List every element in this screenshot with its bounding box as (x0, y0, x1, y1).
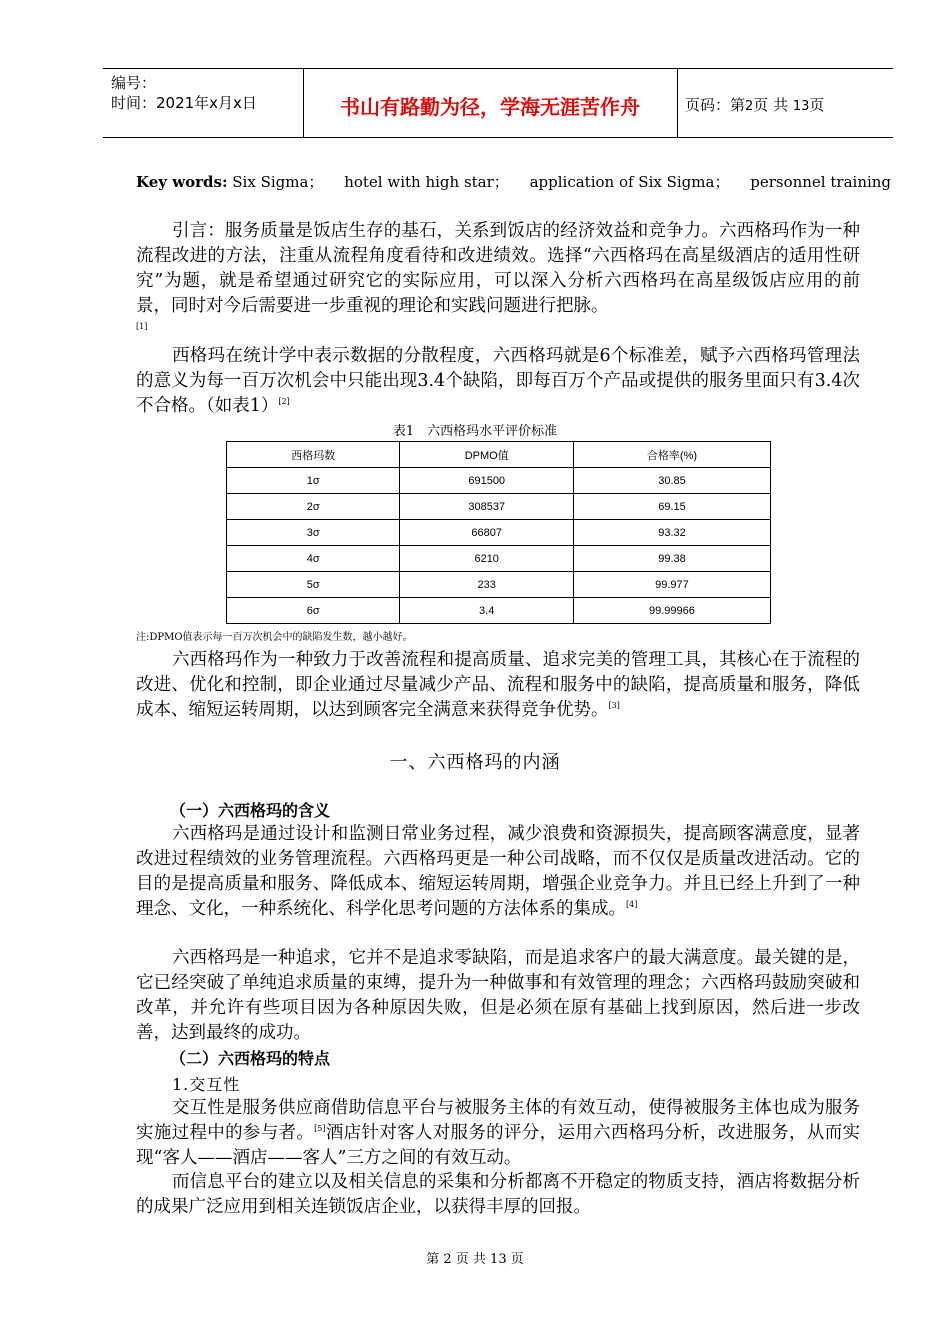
paragraph-text: 六西格玛作为一种致力于改善流程和提高质量、追求完美的管理工具，其核心在于流程的改进、优化和控制，即企业通过尽量减少产品、流程和服务中的缺陷，提高质量和服务，降低成本、缩短运转周期，以达到顾客完全满意来获得竞争优势。 (136, 650, 860, 720)
citation: [5] (314, 1124, 326, 1134)
subsection-heading: （一）六西格玛的含义 (170, 801, 331, 820)
table-cell: 69.15 (573, 494, 770, 520)
item-heading: 1.交互性 (172, 1075, 241, 1094)
paragraph-text: 六西格玛是通过设计和监测日常业务过程，减少浪费和资源损失，提高顾客满意度，显著改进过程绩效的业务管理流程。六西格玛更是一种公司战略，而不仅仅是质量改进活动。它的目的是提高质量和服务、降低成本、缩短运转周期，增强企业竞争力。并且已经上升到了一种理念、文化，一种系统化、科学化思考问题的方法体系的集成。 (136, 824, 860, 919)
table-cell: 66807 (400, 520, 573, 546)
subsection-heading: （二）六西格玛的特点 (170, 1049, 331, 1068)
number-label: 编号： (111, 74, 157, 92)
table-row (227, 598, 771, 624)
time-label: 时间：2021年x月x日 (111, 94, 257, 112)
table-caption: 表1 六西格玛水平评价标准 (392, 424, 558, 439)
table-row (227, 468, 771, 494)
header-motto: 书山有路勤为径，学海无涯苦作舟 (340, 95, 640, 119)
citation: [4] (626, 900, 638, 910)
keywords-label: Key words: (136, 173, 228, 191)
table-cell: 3.4 (400, 598, 573, 624)
table-row (227, 546, 771, 572)
page-end: 页 (809, 96, 825, 114)
paragraph-text: 引言：服务质量是饭店生存的基石，关系到饭店的经济效益和竞争力。六西格玛作为一种流程改进的方法，注重从流程角度看待和改进绩效。选择“六西格玛在高星级酒店的适用性研究”为题，就是希望通过研究它的实际应用，可以深入分析六西格玛在高星级饭店应用的前景，同时对今后需要进一步重视的理论和实践问题进行把脉。 (136, 221, 860, 316)
section-heading: 一、六西格玛的内涵 (389, 752, 561, 773)
table-cell: 5σ (227, 572, 400, 598)
column-header: DPMO值 (400, 442, 573, 468)
keyword: Six Sigma； (232, 173, 324, 191)
paragraph-text: 六西格玛是一种追求，它并不是追求零缺陷，而是追求客户的最大满意度。最关键的是，它已经突破了单纯追求质量的束缚，提升为一种做事和有效管理的理念；六西格玛鼓励突破和改革，并允许有些项目因为各种原因失败，但是必须在原有基础上找到原因，然后进一步改善，达到最终的成功。 (136, 948, 860, 1043)
table-cell: 308537 (400, 494, 573, 520)
column-header: 合格率(%) (573, 442, 770, 468)
table-cell: 99.977 (573, 572, 770, 598)
keyword: application of Six Sigma； (529, 173, 730, 191)
tool-paragraph (136, 648, 860, 723)
paragraph-text: 而信息平台的建立以及相关信息的采集和分析都离不开稳定的物质支持，酒店将数据分析的成果广泛应用到相关连锁饭店企业，以获得丰厚的回报。 (136, 1172, 860, 1217)
table-cell: 6σ (227, 598, 400, 624)
citation: [3] (608, 701, 620, 711)
table-cell: 99.99966 (573, 598, 770, 624)
table-cell: 4σ (227, 546, 400, 572)
page-footer: 第 2 页 共 13 页 (426, 1252, 524, 1267)
table-cell: 233 (400, 572, 573, 598)
page-header (103, 68, 893, 138)
table-cell: 691500 (400, 468, 573, 494)
table-row (227, 572, 771, 598)
platform-paragraph (136, 1170, 860, 1220)
sigma-definition-paragraph (136, 344, 860, 419)
table-header-row (227, 442, 771, 468)
header-meta (111, 73, 257, 113)
table-note: 注:DPMO值表示每一百万次机会中的缺陷发生数，越小越好。 (136, 632, 413, 643)
pursuit-paragraph (136, 946, 860, 1046)
keyword: personnel training (750, 173, 892, 191)
intro-paragraph (136, 219, 860, 344)
table-cell: 93.32 (573, 520, 770, 546)
sigma-level-table (226, 441, 771, 624)
paragraph-text: 西格玛在统计学中表示数据的分散程度，六西格玛就是6个标准差，赋予六西格玛管理法的意义为每一百万次机会中只能出现3.4个缺陷，即每百万个产品或提供的服务里面只有3.4次不合格。（如表1） (136, 346, 860, 416)
keyword: hotel with high star； (344, 173, 509, 191)
table-cell: 1σ (227, 468, 400, 494)
citation: [1] (136, 322, 148, 332)
paragraph-text: 酒店针对客人对服务的评分，运用六西格玛分析，改进服务，从而实现“客人——酒店——客人”三方之间的有效互动。 (136, 1123, 861, 1168)
table-row (227, 494, 771, 520)
page-current: 2 (745, 99, 754, 114)
table-cell: 2σ (227, 494, 400, 520)
citation: [2] (278, 397, 290, 407)
header-divider (677, 69, 678, 137)
page-total: 13 (792, 99, 810, 114)
table-cell: 99.38 (573, 546, 770, 572)
column-header: 西格玛数 (227, 442, 400, 468)
table-cell: 6210 (400, 546, 573, 572)
page-label: 页码：第 (685, 96, 746, 114)
paragraph-text: 交互性是服务供应商借助信息平台与被服务主体的有效互动，使得被服务主体也成为服务实施过程中的参与者。 (136, 1098, 860, 1143)
table-cell: 3σ (227, 520, 400, 546)
table-row (227, 520, 771, 546)
meaning-paragraph (136, 822, 860, 922)
table-cell: 30.85 (573, 468, 770, 494)
keywords-line (136, 171, 891, 192)
page-mid: 页 共 (753, 96, 789, 114)
header-page-number (685, 94, 824, 115)
interactivity-paragraph (136, 1096, 860, 1171)
